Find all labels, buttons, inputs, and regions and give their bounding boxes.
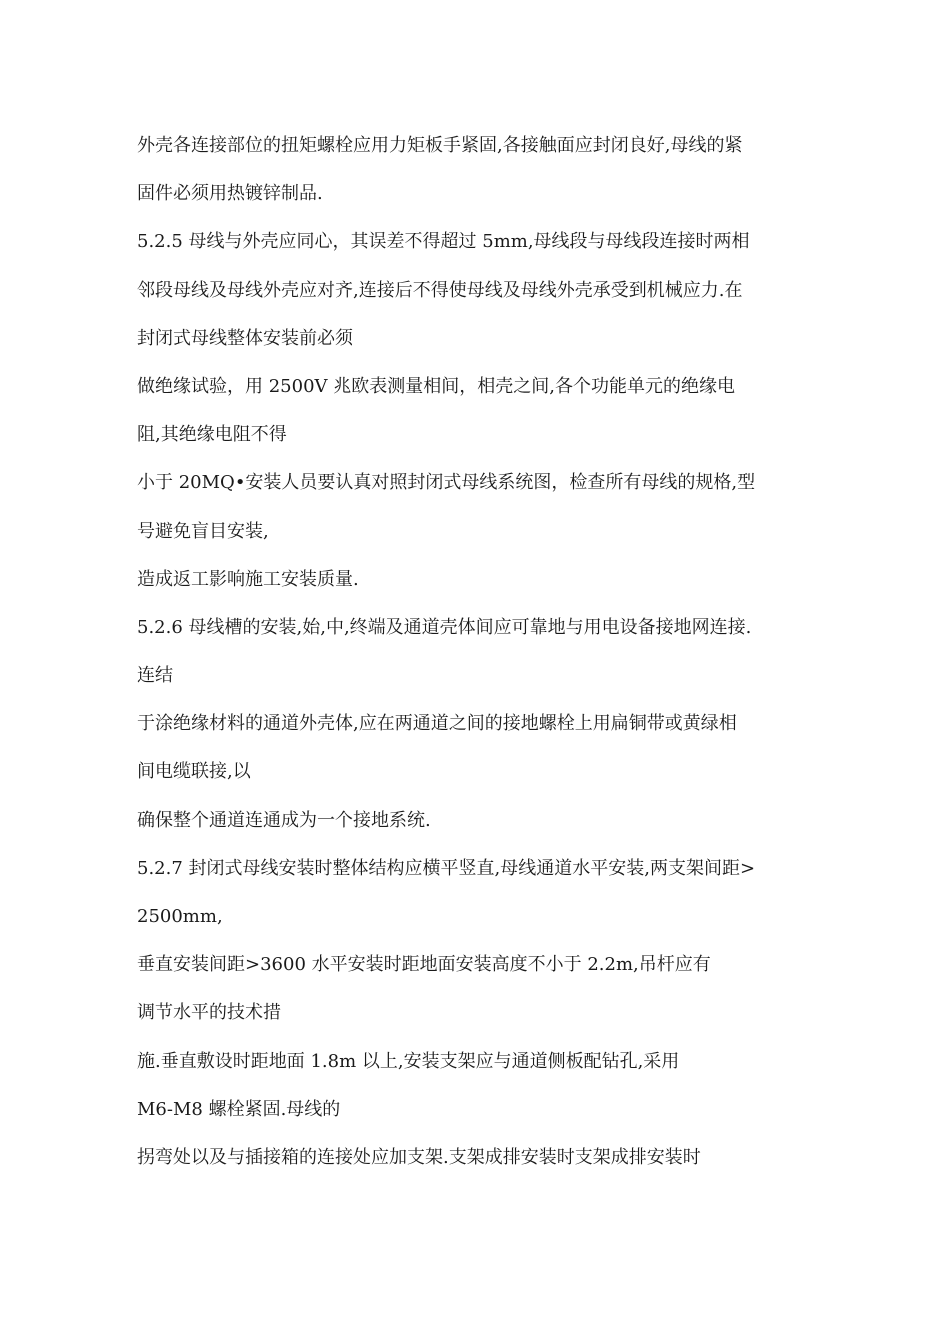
text-line: 拐弯处以及与插接箱的连接处应加支架.支架成排安装时支架成排安装时	[137, 1146, 701, 1168]
text-line: 于涂绝缘材料的通道外壳体,应在两通道之间的接地螺栓上用扁铜带或黄绿相	[137, 713, 737, 735]
text-line: 5.2.7 封闭式母线安装时整体结构应横平竖直,母线通道水平安装,两支架间距>	[137, 857, 756, 879]
text-line: 调节水平的技术措	[137, 1002, 281, 1024]
text-line: 垂直安装间距>3600 水平安装时距地面安装高度不小于 2.2m,吊杆应有	[137, 954, 711, 976]
text-line: 2500mm,	[137, 906, 223, 927]
text-line: 固件必须用热镀锌制品.	[137, 183, 323, 205]
text-line: 间电缆联接,以	[137, 761, 251, 783]
text-line: 连结	[137, 665, 173, 687]
text-line: 造成返工影响施工安装质量.	[137, 568, 359, 590]
text-line: 5.2.5 母线与外壳应同心，其误差不得超过 5mm,母线段与母线段连接时两相	[137, 231, 750, 253]
text-line: 5.2.6 母线槽的安装,始,中,终端及通道壳体间应可靠地与用电设备接地网连接.	[137, 616, 752, 638]
text-line: M6-M8 螺栓紧固.母线的	[137, 1098, 341, 1120]
text-line: 封闭式母线整体安装前必须	[137, 327, 353, 349]
text-line: 邻段母线及母线外壳应对齐,连接后不得使母线及母线外壳承受到机械应力.在	[137, 279, 743, 301]
document-body	[137, 122, 827, 1182]
text-line: 号避免盲目安装,	[137, 520, 269, 542]
text-line: 确保整个通道连通成为一个接地系统.	[137, 809, 431, 831]
text-line: 外壳各连接部位的扭矩螺栓应用力矩板手紧固,各接触面应封闭良好,母线的紧	[137, 135, 743, 156]
text-line: 施.垂直敷设时距地面 1.8m 以上,安装支架应与通道侧板配钻孔,采用	[137, 1050, 680, 1072]
text-line: 阻,其绝缘电阻不得	[137, 424, 287, 446]
text-line: 做绝缘试验，用 2500V 兆欧表测量相间，相壳之间,各个功能单元的绝缘电	[137, 375, 735, 397]
text-line: 小于 20MQ•安装人员要认真对照封闭式母线系统图，检查所有母线的规格,型	[137, 472, 756, 494]
